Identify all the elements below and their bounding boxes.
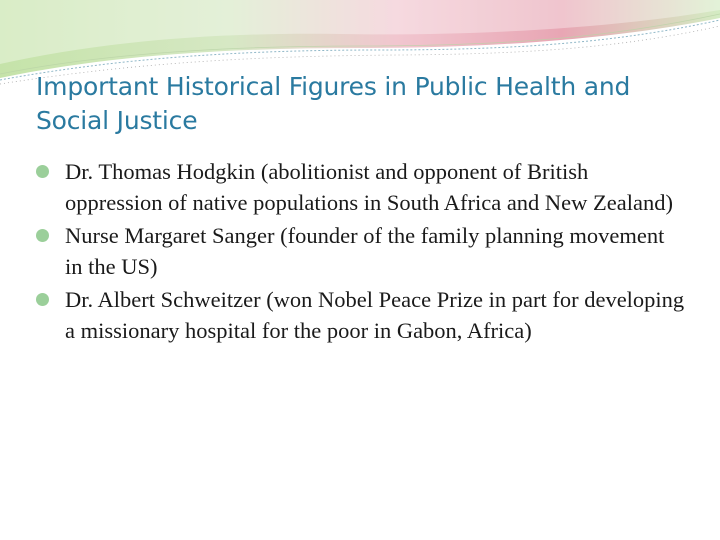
- bullet-text: Nurse Margaret Sanger (founder of the family planning movement in the US): [65, 223, 665, 279]
- bullet-text: Dr. Thomas Hodgkin (abolitionist and opponent of British oppression of native populations in South Africa and New Zealand): [65, 159, 673, 215]
- bullet-item: [36, 156, 686, 218]
- slide-title: Important Historical Figures in Public Health and Social Justice: [36, 72, 631, 135]
- bullet-item: [36, 220, 686, 282]
- bullet-icon: [36, 293, 49, 306]
- bullet-text: Dr. Albert Schweitzer (won Nobel Peace Prize in part for developing a missionary hospital for the poor in Gabon, Africa): [65, 287, 685, 343]
- bullet-icon: [36, 165, 49, 178]
- bullet-list: [36, 156, 686, 348]
- bullet-icon: [36, 229, 49, 242]
- bullet-item: [36, 284, 686, 346]
